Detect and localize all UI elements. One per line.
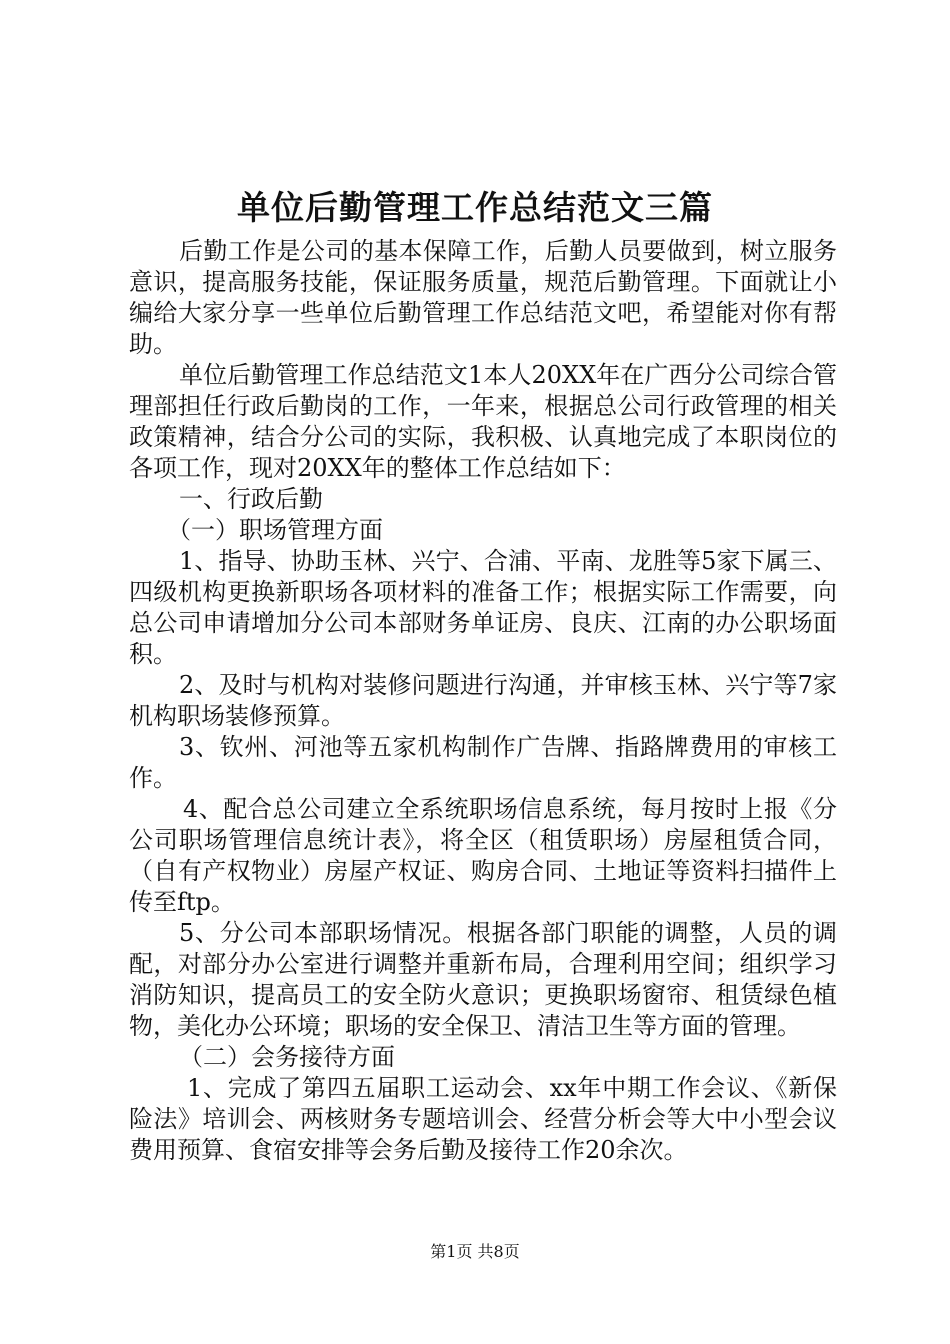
section-heading-admin-logistics: 一、行政后勤 (179, 485, 323, 513)
subsection-heading-meetings: （二）会务接待方面 (179, 1043, 395, 1071)
document-title: 单位后勤管理工作总结范文三篇 (237, 188, 713, 227)
meetings-item-1: 1、完成了第四五届职工运动会、xx年中期工作会议、《新保险法》培训会、两核财务专题培训会、经营分析会等大中小型会议费用预算、食宿安排等会务后勤及接待工作20余次。 (129, 1074, 837, 1164)
workplace-item-3: 3、钦州、河池等五家机构制作广告牌、指路牌费用的审核工作。 (129, 733, 837, 792)
intro-paragraph: 后勤工作是公司的基本保障工作，后勤人员要做到，树立服务意识，提高服务技能，保证服务质量，规范后勤管理。下面就让小编给大家分享一些单位后勤管理工作总结范文吧，希望能对你有帮助。 (129, 237, 837, 358)
workplace-item-4: 4、配合总公司建立全系统职场信息系统，每月按时上报《分公司职场管理信息统计表》，将全区（租赁职场）房屋租赁合同，（自有产权物业）房屋产权证、购房合同、土地证等资料扫描件上传至ftp。 (129, 795, 837, 916)
subsection-heading-workplace: （一）职场管理方面 (167, 516, 383, 544)
document-body (129, 236, 837, 1166)
workplace-item-2: 2、及时与机构对装修问题进行沟通，并审核玉林、兴宁等7家机构职场装修预算。 (129, 671, 837, 730)
workplace-item-1: 1、指导、协助玉林、兴宁、合浦、平南、龙胜等5家下属三、四级机构更换新职场各项材料的准备工作；根据实际工作需要，向总公司申请增加分公司本部财务单证房、良庆、江南的办公职场面积。 (129, 547, 837, 668)
summary-paragraph-1: 单位后勤管理工作总结范文1本人20XX年在广西分公司综合管理部担任行政后勤岗的工作，一年来，根据总公司行政管理的相关政策精神，结合分公司的实际，我积极、认真地完成了本职岗位的各项工作，现对20XX年的整体工作总结如下： (129, 361, 837, 482)
page-footer: 第1页 共8页 (430, 1242, 520, 1261)
workplace-item-5: 5、分公司本部职场情况。根据各部门职能的调整，人员的调配，对部分办公室进行调整并重新布局，合理利用空间；组织学习消防知识，提高员工的安全防火意识；更换职场窗帘、租赁绿色植物，美化办公环境；职场的安全保卫、清洁卫生等方面的管理。 (129, 919, 837, 1040)
